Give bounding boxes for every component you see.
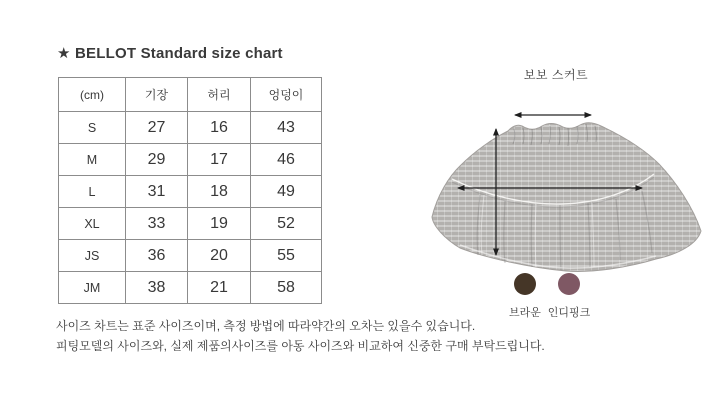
size-notes xyxy=(56,317,545,356)
measurement-value: 46 xyxy=(251,144,322,176)
measurement-value: 58 xyxy=(251,272,322,304)
measurement-value: 27 xyxy=(126,112,188,144)
size-table xyxy=(58,77,322,304)
size-table-header: 허리 xyxy=(188,78,251,112)
size-label: JS xyxy=(59,240,126,272)
size-table-header-row xyxy=(59,78,322,112)
measurement-value: 20 xyxy=(188,240,251,272)
skirt-illustration xyxy=(420,95,720,280)
measurement-value: 29 xyxy=(126,144,188,176)
note-line-1: 사이즈 차트는 표준 사이즈이며, 측정 방법에 따라약간의 오차는 있을수 있습니다. xyxy=(56,319,476,333)
size-table-row xyxy=(59,144,322,176)
color-swatch xyxy=(514,273,536,295)
measurement-value: 21 xyxy=(188,272,251,304)
color-swatch-label: 인디핑크 xyxy=(547,307,591,319)
size-table-row xyxy=(59,176,322,208)
measurement-value: 38 xyxy=(126,272,188,304)
note-line-2: 피팅모델의 사이즈와, 실제 제품의사이즈를 아동 사이즈와 비교하여 신중한 구매 부탁드립니다. xyxy=(56,338,545,353)
skirt-body xyxy=(432,123,701,272)
color-swatch xyxy=(558,273,580,295)
size-table-header: 기장 xyxy=(126,78,188,112)
page-title: ★ BELLOT Standard size chart xyxy=(57,45,283,62)
measurement-value: 33 xyxy=(126,208,188,240)
product-name: 보보 스커트 xyxy=(523,68,589,82)
measurement-value: 52 xyxy=(251,208,322,240)
color-swatch-group xyxy=(547,273,591,320)
measurement-value: 49 xyxy=(251,176,322,208)
size-label: JM xyxy=(59,272,126,304)
size-label: L xyxy=(59,176,126,208)
size-table-row xyxy=(59,272,322,304)
measurement-value: 31 xyxy=(126,176,188,208)
size-table-header: (cm) xyxy=(59,78,126,112)
measurement-value: 19 xyxy=(188,208,251,240)
size-table-body xyxy=(59,112,322,304)
measurement-value: 36 xyxy=(126,240,188,272)
size-table-row xyxy=(59,112,322,144)
color-swatches xyxy=(503,273,591,320)
size-table-head xyxy=(59,78,322,112)
measurement-value: 55 xyxy=(251,240,322,272)
size-label: XL xyxy=(59,208,126,240)
color-swatch-label: 브라운 xyxy=(509,307,541,319)
size-table-header: 엉덩이 xyxy=(251,78,322,112)
measurement-value: 43 xyxy=(251,112,322,144)
measurement-value: 17 xyxy=(188,144,251,176)
size-label: S xyxy=(59,112,126,144)
measurement-value: 16 xyxy=(188,112,251,144)
color-swatch-group xyxy=(503,273,547,320)
size-label: M xyxy=(59,144,126,176)
size-table-row xyxy=(59,208,322,240)
measurement-value: 18 xyxy=(188,176,251,208)
size-table-row xyxy=(59,240,322,272)
